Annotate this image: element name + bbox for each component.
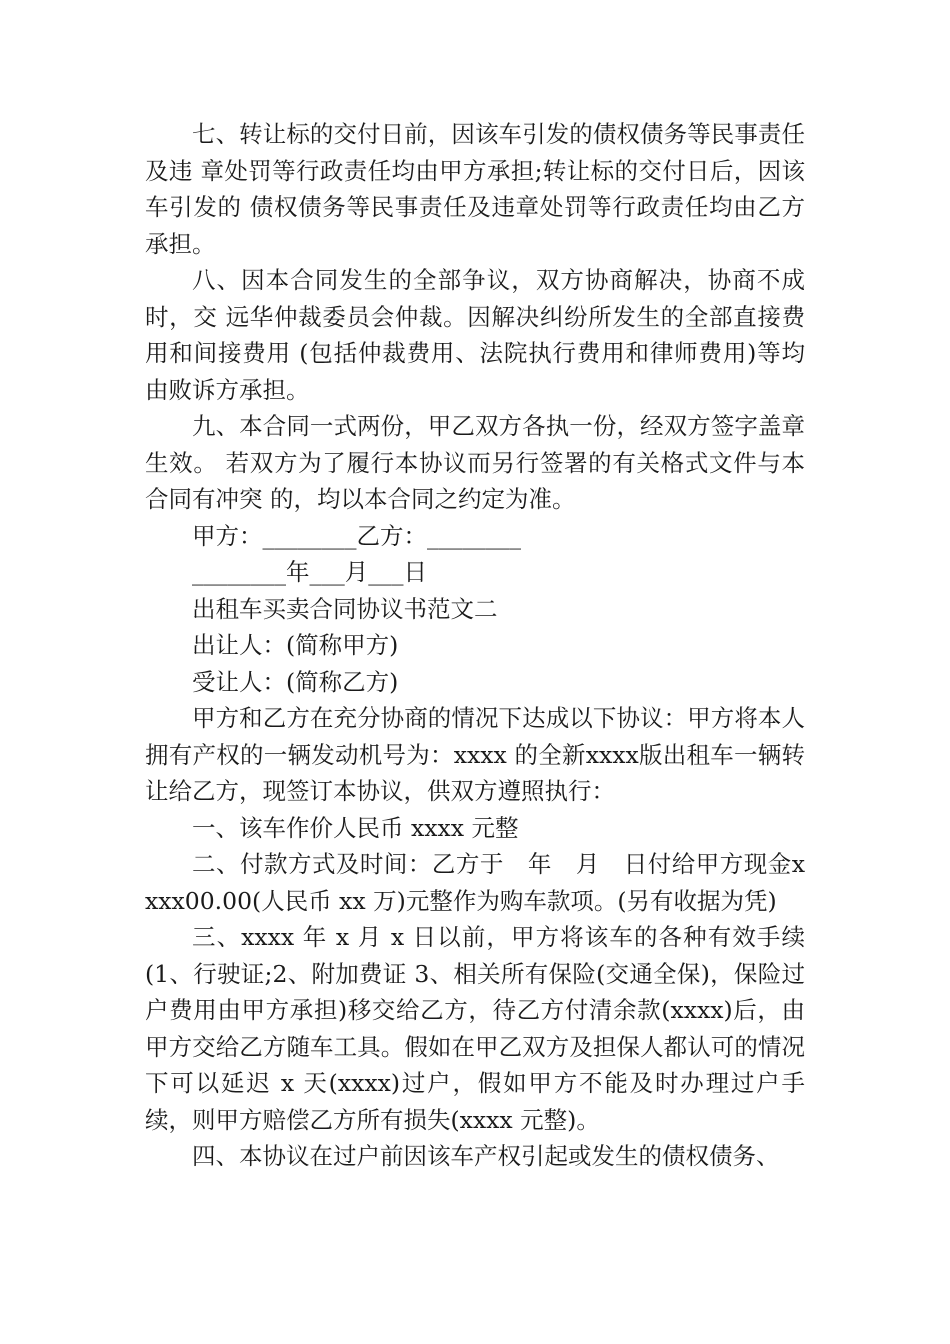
clause-8: 八、因本合同发生的全部争议，双方协商解决，协商不成时，交 远华仲裁委员会仲裁。因解决纠纷所发生的全部直接费用和间接费用 (包括仲裁费用、法院执行费用和律师费用)等均由败诉方承担。	[145, 266, 805, 404]
clause-3-documents: 三、xxxx 年 x 月 x 日以前，甲方将该车的各种有效手续(1、行驶证;2、附加费证 3、相关所有保险(交通全保)，保险过户费用由甲方承担)移交给乙方，待乙方付清余款(xxxx)后，由甲方交给乙方随车工具。假如在甲乙双方及担保人都认可的情况下可以延迟 x 天(xxxx)过户，假如甲方不能及时办理过户手续，则甲方赔偿乙方所有损失(xxxx 元整)。	[145, 923, 805, 1134]
agreement-intro: 甲方和乙方在充分协商的情况下达成以下协议：甲方将本人拥有产权的一辆发动机号为：xxxx 的全新xxxx版出租车一辆转让给乙方，现签订本协议，供双方遵照执行：	[145, 704, 805, 805]
section-title: 出租车买卖合同协议书范文二	[192, 594, 498, 623]
date-line: ________年___月___日	[192, 558, 427, 586]
clause-4-debts: 四、本协议在过户前因该车产权引起或发生的债权债务、	[192, 1142, 780, 1170]
transferee-line: 受让人：(简称乙方)	[192, 667, 399, 696]
transferor-line: 出让人：(简称甲方)	[192, 631, 399, 659]
clause-2-payment: 二、付款方式及时间：乙方于 年 月 日付给甲方现金xxxx00.00(人民币 xx 万)元整作为购车款项。(另有收据为凭)	[145, 850, 805, 915]
clause-7: 七、转让标的交付日前，因该车引发的债权债务等民事责任及违 章处罚等行政责任均由甲方承担;转让标的交付日后，因该车引发的 债权债务等民事责任及违章处罚等行政责任均由乙方承担。	[145, 120, 805, 258]
document-page	[145, 116, 805, 1175]
clause-1-price: 一、该车作价人民币 xxxx 元整	[192, 813, 519, 842]
clause-9: 九、本合同一式两份，甲乙双方各执一份，经双方签字盖章生效。 若双方为了履行本协议而另行签署的有关格式文件与本合同有冲突 的，均以本合同之约定为准。	[145, 412, 805, 513]
signature-line: 甲方：________乙方：________	[192, 521, 521, 550]
